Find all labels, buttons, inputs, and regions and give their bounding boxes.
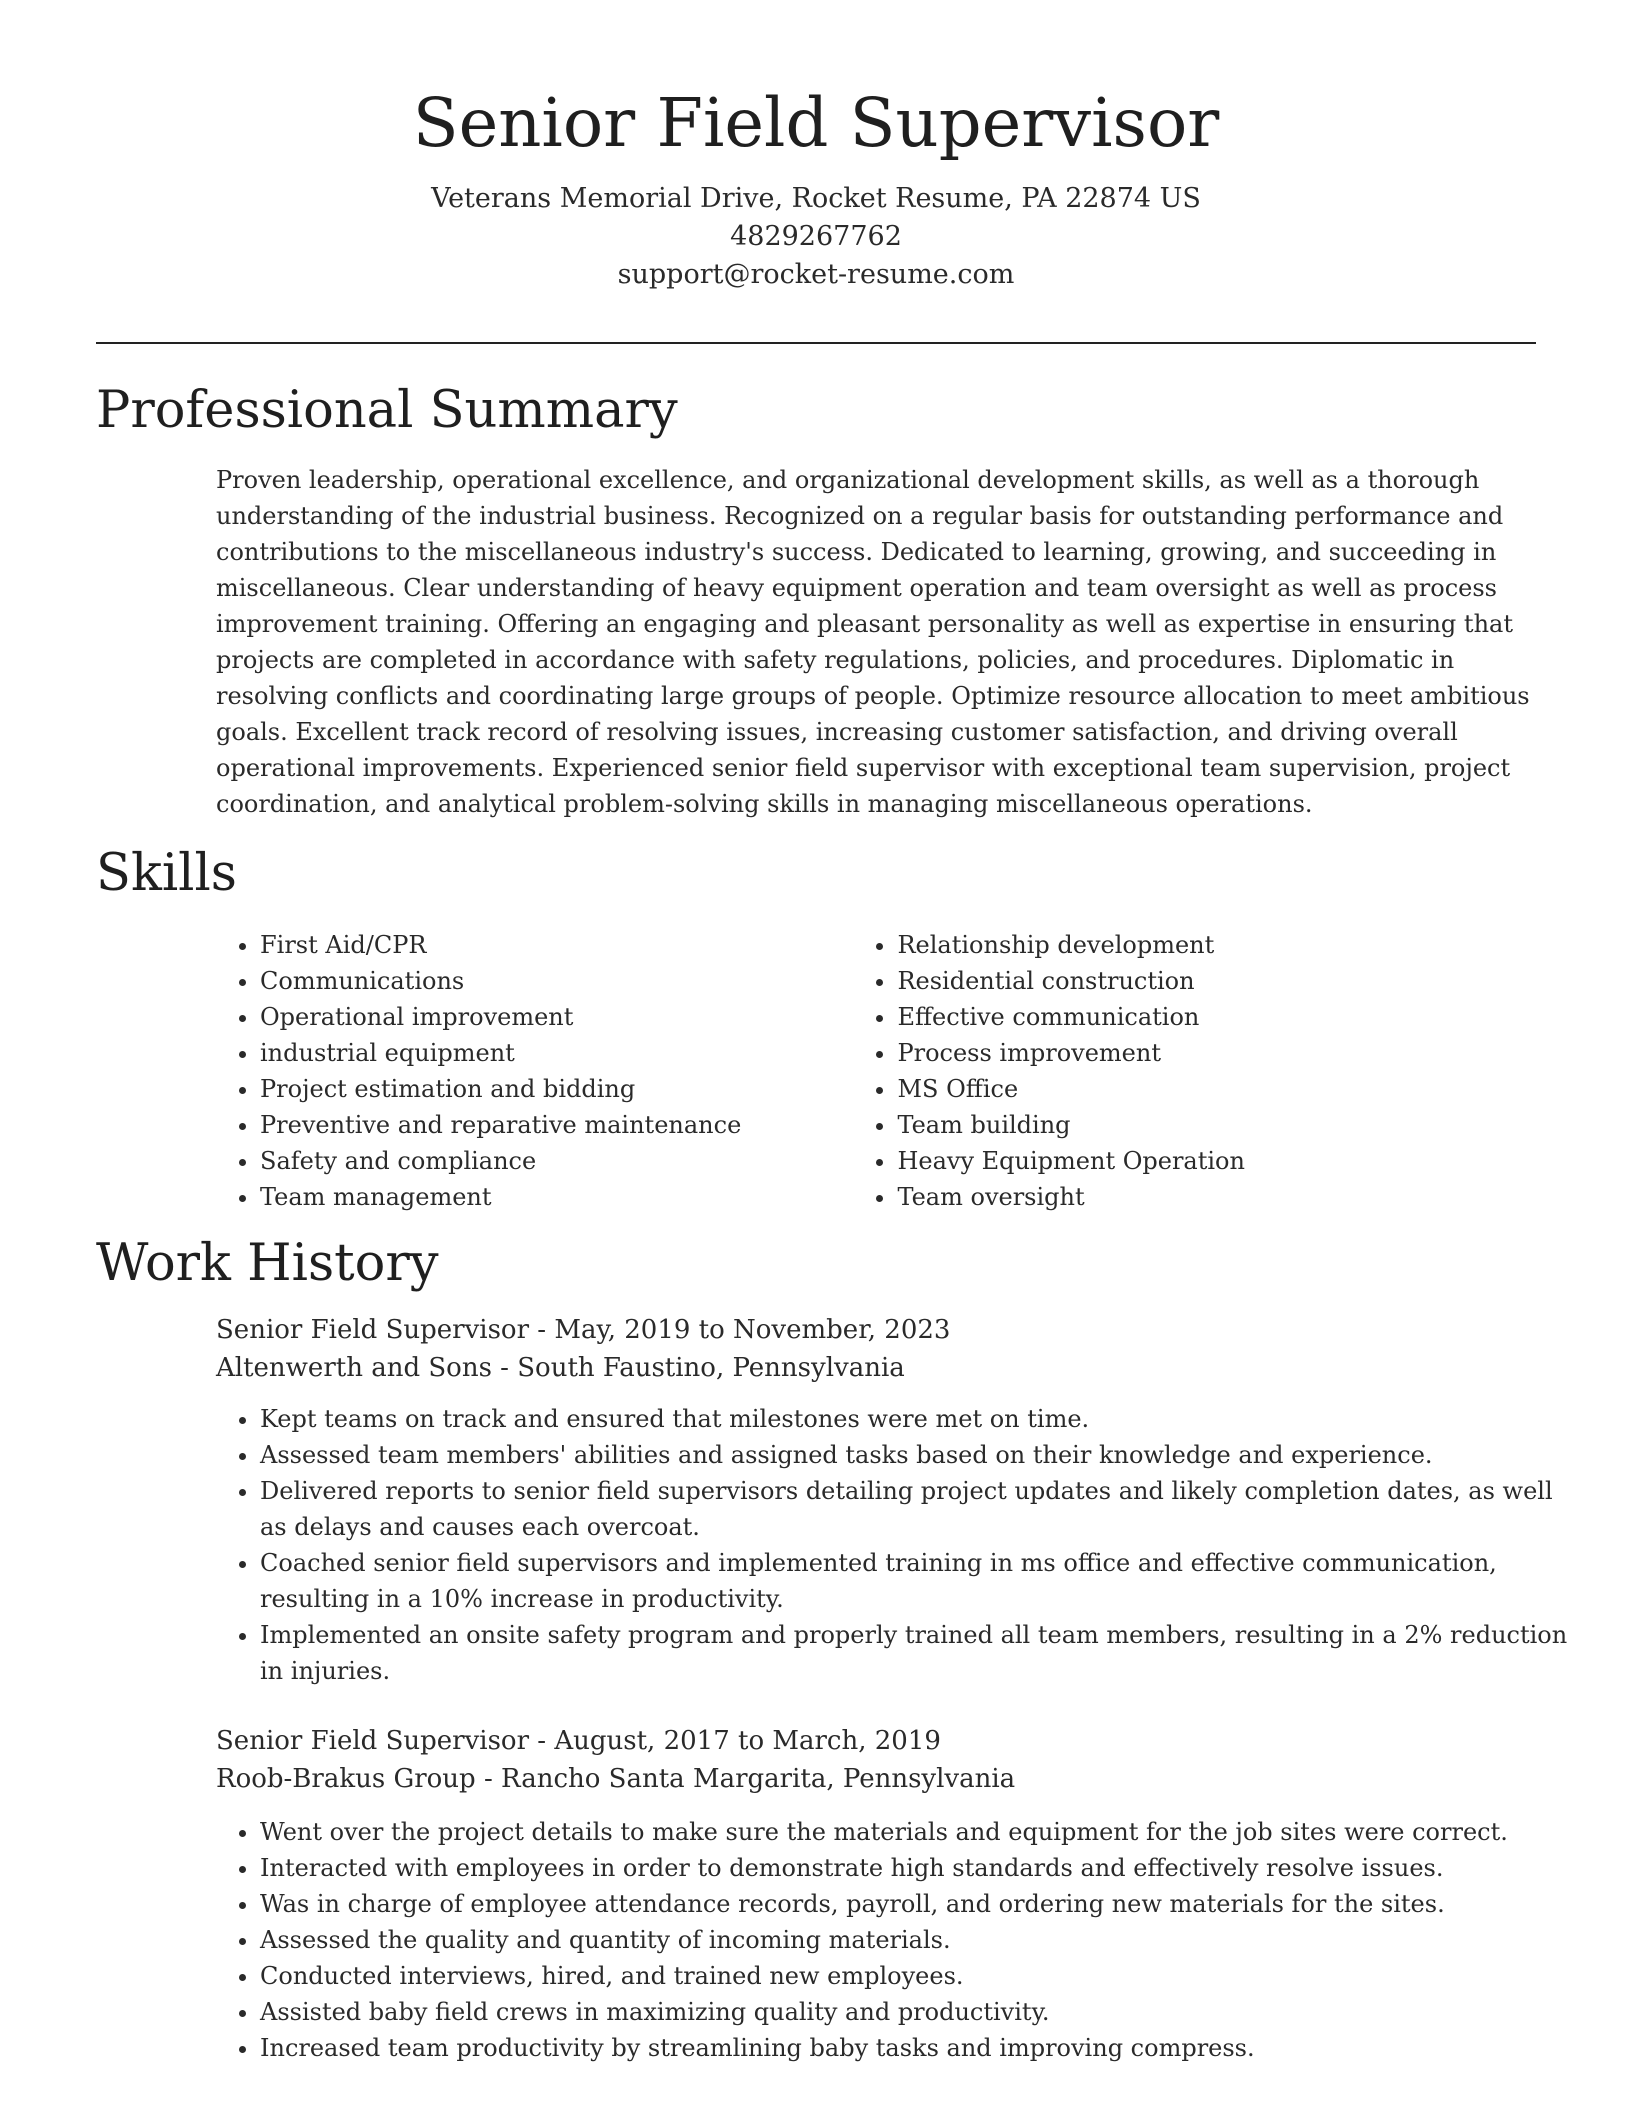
job-company: Altenwerth and Sons — [216, 1353, 492, 1383]
skills-column-right — [853, 927, 1534, 1215]
job-heading — [216, 1311, 1534, 1387]
job-bullet: • Was in charge of employee attendance records, payroll, and ordering new materials for the sites. — [260, 1886, 1578, 1922]
contact-block — [0, 180, 1632, 294]
job-heading — [216, 1722, 1534, 1798]
skill-item: • Operational improvement — [260, 999, 853, 1035]
skill-item: • Residential construction — [897, 963, 1534, 999]
contact-address: Veterans Memorial Drive, Rocket Resume, PA 22874 US — [431, 183, 1201, 214]
skill-item: • Team management — [260, 1179, 853, 1215]
skills-column-left — [216, 927, 853, 1215]
skill-item: • Preventive and reparative maintenance — [260, 1107, 853, 1143]
header-divider — [96, 342, 1536, 344]
skill-item: • Relationship development — [897, 927, 1534, 963]
job-bullet: • Delivered reports to senior field supervisors detailing project updates and likely completion dates, as well as delays and causes each overcoat. — [260, 1473, 1578, 1545]
skill-item: • Team building — [897, 1107, 1534, 1143]
job-dates: August, 2017 to March, 2019 — [554, 1726, 941, 1756]
skill-item: • Effective communication — [897, 999, 1534, 1035]
summary-text: Proven leadership, operational excellence, and organizational development skills, as well as a thorough understanding of the industrial business. Recognized on a regular basis for outstanding performance and contributions to the miscellaneous industry's success. Dedicated to learning, growing, and succeeding in miscellaneous. Clear understanding of heavy equipment operation and team oversight as well as process improvement training. Offering an engaging and pleasant personality as well as expertise in ensuring that projects are completed in accordance with safety regulations, policies, and procedures. Diplomatic in resolving conflicts and coordinating large groups of people. Optimize resource allocation to meet ambitious goals. Excellent track record of resolving issues, increasing customer satisfaction, and driving overall operational improvements. Experienced senior field supervisor with exceptional team supervision, project coordination, and analytical problem-solving skills in managing miscellaneous operations. — [216, 466, 1530, 818]
job-title: Senior Field Supervisor — [216, 1726, 530, 1756]
skill-item: • Project estimation and bidding — [260, 1071, 853, 1107]
job-company-line: Altenwerth and Sons - South Faustino, Pennsylvania — [216, 1353, 905, 1383]
job-bullet: • Went over the project details to make sure the materials and equipment for the job sites were correct. — [260, 1814, 1578, 1850]
skill-item: • Heavy Equipment Operation — [897, 1143, 1534, 1179]
job-bullet: • Assessed the quality and quantity of incoming materials. — [260, 1922, 1578, 1958]
summary-heading: Professional Summary — [96, 381, 678, 440]
job-bullet: • Interacted with employees in order to demonstrate high standards and effectively resolve issues. — [260, 1850, 1578, 1886]
job-title-line: Senior Field Supervisor - May, 2019 to November, 2023 — [216, 1315, 951, 1345]
skill-item: • Team oversight — [897, 1179, 1534, 1215]
skill-item: • First Aid/CPR — [260, 927, 853, 963]
work-history-heading: Work History — [96, 1234, 439, 1293]
job-bullet: • Implemented an onsite safety program and properly trained all team members, resulting in a 2% reduction in injuries. — [260, 1617, 1578, 1689]
skill-item: • Communications — [260, 963, 853, 999]
candidate-name: Senior Field Supervisor — [412, 84, 1220, 162]
job-location: Rancho Santa Margarita, Pennsylvania — [501, 1764, 1016, 1794]
job-bullet: • Conducted interviews, hired, and trained new employees. — [260, 1958, 1578, 1994]
job-dates: May, 2019 to November, 2023 — [554, 1315, 951, 1345]
job-company: Roob-Brakus Group — [216, 1764, 476, 1794]
job-bullets — [216, 1814, 1578, 2066]
job-title: Senior Field Supervisor — [216, 1315, 530, 1345]
resume-header — [0, 78, 1632, 294]
job-bullets — [216, 1401, 1578, 1689]
job-bullet: • Coached senior field supervisors and implemented training in ms office and effective communication, resulting in a 10% increase in productivity. — [260, 1545, 1578, 1617]
job-bullet: • Assisted baby field crews in maximizing quality and productivity. — [260, 1994, 1578, 2030]
job-bullet: • Assessed team members' abilities and assigned tasks based on their knowledge and experience. — [260, 1437, 1578, 1473]
job-bullet: • Kept teams on track and ensured that milestones were met on time. — [260, 1401, 1578, 1437]
skills-heading: Skills — [96, 844, 237, 903]
job-location: South Faustino, Pennsylvania — [517, 1353, 905, 1383]
skills-list — [216, 927, 1534, 1215]
skill-item: • Safety and compliance — [260, 1143, 853, 1179]
skill-item: • Process improvement — [897, 1035, 1534, 1071]
skill-item: • industrial equipment — [260, 1035, 853, 1071]
contact-phone: 4829267762 — [730, 221, 902, 252]
skill-item: • MS Office — [897, 1071, 1534, 1107]
contact-email: support@rocket-resume.com — [617, 259, 1015, 290]
job-title-line: Senior Field Supervisor - August, 2017 to March, 2019 — [216, 1726, 941, 1756]
job-company-line: Roob-Brakus Group - Rancho Santa Margarita, Pennsylvania — [216, 1764, 1016, 1794]
job-bullet: • Increased team productivity by streamlining baby tasks and improving compress. — [260, 2030, 1578, 2066]
